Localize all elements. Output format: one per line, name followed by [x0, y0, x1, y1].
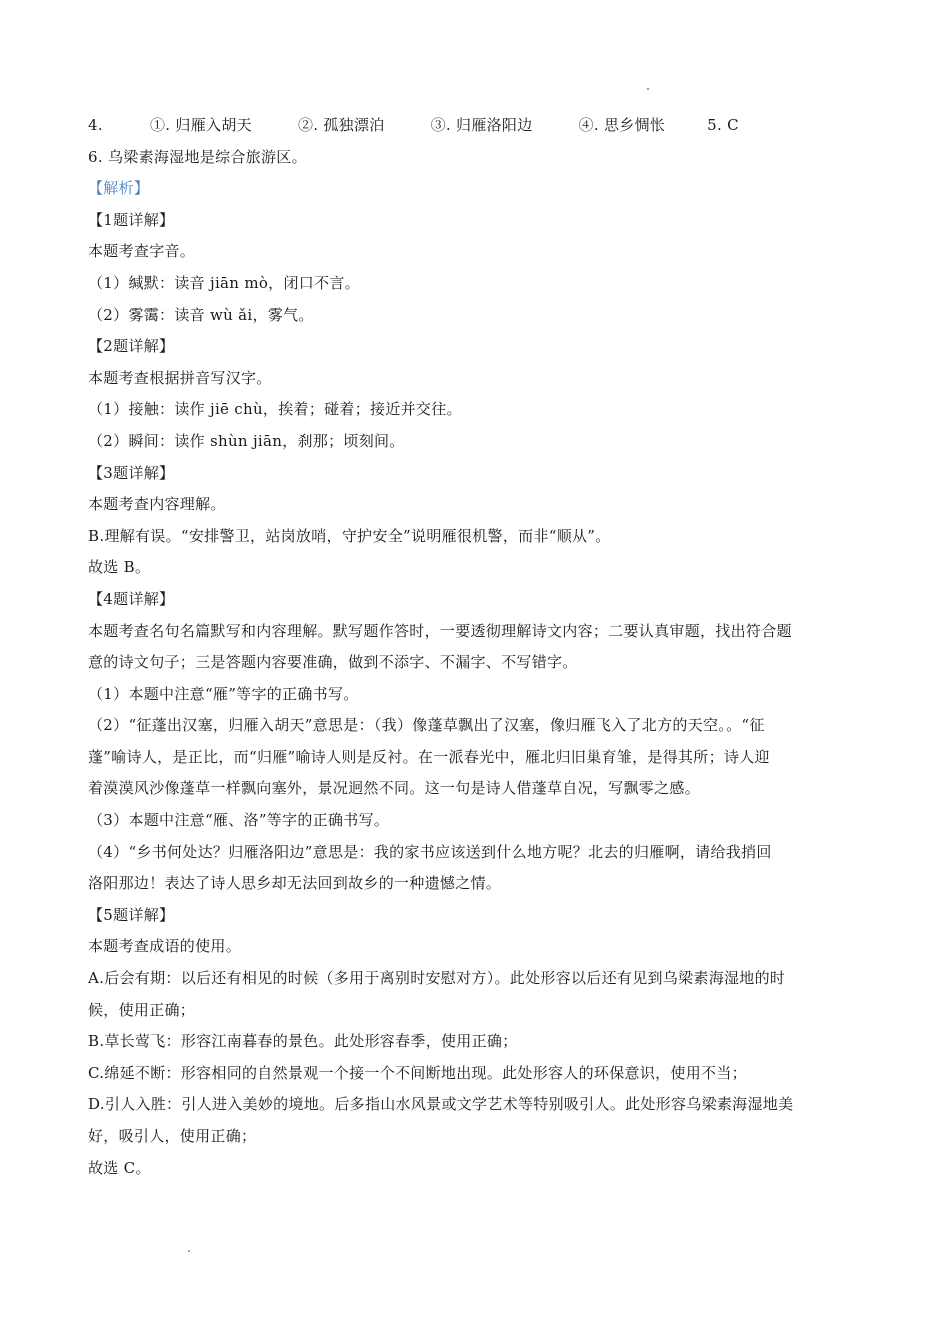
- text-line: 本题考查成语的使用。: [88, 937, 242, 956]
- text-line: B.草长莺飞：形容江南暮春的景色。此处形容春季，使用正确；: [88, 1032, 518, 1051]
- text-line: 本题考查字音。: [88, 242, 196, 261]
- answer-item: ①. 归雁入胡天: [150, 116, 252, 134]
- text-line: 本题考查根据拼音写汉字。: [88, 368, 272, 387]
- question-number: 4.: [88, 116, 103, 134]
- text-line: D.引人入胜：引人进入美妙的境地。后多指山水风景或文学艺术等特别吸引人。此处形容乌梁素海湿地美: [88, 1095, 794, 1114]
- answer-q5: 5. C: [707, 116, 739, 134]
- text-line: 蓬”喻诗人，是正比，而“归雁”喻诗人则是反衬。在一派春光中，雁北归旧巢育雏，是得其所；诗人迎: [88, 747, 770, 766]
- text-line: 故选 B。: [88, 558, 151, 577]
- document-page: [88, 110, 868, 1184]
- section-heading: 【5题详解】: [88, 905, 175, 924]
- section-heading: 【2题详解】: [88, 337, 175, 356]
- text-line: 故选 C。: [88, 1158, 151, 1177]
- answers-row: [88, 110, 868, 142]
- text-line: 意的诗文句子；三是答题内容要准确，做到不添字、不漏字、不写错字。: [88, 653, 578, 672]
- analysis-heading: 【解析】: [88, 179, 150, 198]
- text-line: （1）缄默：读音 jiān mò，闭口不言。: [88, 273, 360, 292]
- section-heading: 【4题详解】: [88, 589, 175, 608]
- answer-item: ③. 归雁洛阳边: [430, 116, 533, 134]
- answer-q6: 6. 乌梁素海湿地是综合旅游区。: [88, 147, 307, 166]
- text-line: （2）“征蓬出汉塞，归雁入胡天”意思是：（我）像蓬草飘出了汉塞，像归雁飞入了北方的天空。。“征: [88, 716, 765, 735]
- text-line: （3）本题中注意“雁、洛”等字的正确书写。: [88, 811, 390, 830]
- text-line: 本题考查名句名篇默写和内容理解。默写题作答时，一要透彻理解诗文内容；二要认真审题，找出符合题: [88, 621, 792, 640]
- scan-speck-bottom: [188, 1250, 190, 1252]
- text-line: （4）“乡书何处达？归雁洛阳边”意思是：我的家书应该送到什么地方呢？北去的归雁啊，请给我捎回: [88, 842, 772, 861]
- text-line: 候，使用正确；: [88, 1000, 196, 1019]
- section-heading: 【3题详解】: [88, 463, 175, 482]
- text-line: （1）本题中注意“雁”等字的正确书写。: [88, 684, 359, 703]
- answer-item: ②. 孤独漂泊: [297, 116, 385, 134]
- text-line: （2）雾霭：读音 wù ǎi，雾气。: [88, 305, 314, 324]
- scan-speck-top: [647, 88, 649, 90]
- text-line: 本题考查内容理解。: [88, 495, 226, 514]
- answer-item: ④. 思乡惆怅: [578, 116, 666, 134]
- text-line: A.后会有期：以后还有相见的时候（多用于离别时安慰对方）。此处形容以后还有见到乌梁素海湿地的时: [88, 969, 786, 988]
- text-line: 洛阳那边！表达了诗人思乡却无法回到故乡的一种遗憾之情。: [88, 874, 502, 893]
- section-heading: 【1题详解】: [88, 210, 175, 229]
- text-line: 好，吸引人，使用正确；: [88, 1127, 257, 1145]
- text-line: B.理解有误。“安排警卫，站岗放哨，守护安全”说明雁很机警，而非“顺从”。: [88, 526, 611, 545]
- text-line: C.绵延不断：形容相同的自然景观一个接一个不间断地出现。此处形容人的环保意识，使用不当；: [88, 1063, 747, 1082]
- text-line: （2）瞬间：读作 shùn jiān，刹那；顷刻间。: [88, 431, 405, 450]
- text-line: （1）接触：读作 jiē chù，挨着；碰着；接近并交往。: [88, 400, 462, 419]
- text-line: 着漠漠风沙像蓬草一样飘向塞外，景况迥然不同。这一句是诗人借蓬草自况，写飘零之感。: [88, 779, 701, 798]
